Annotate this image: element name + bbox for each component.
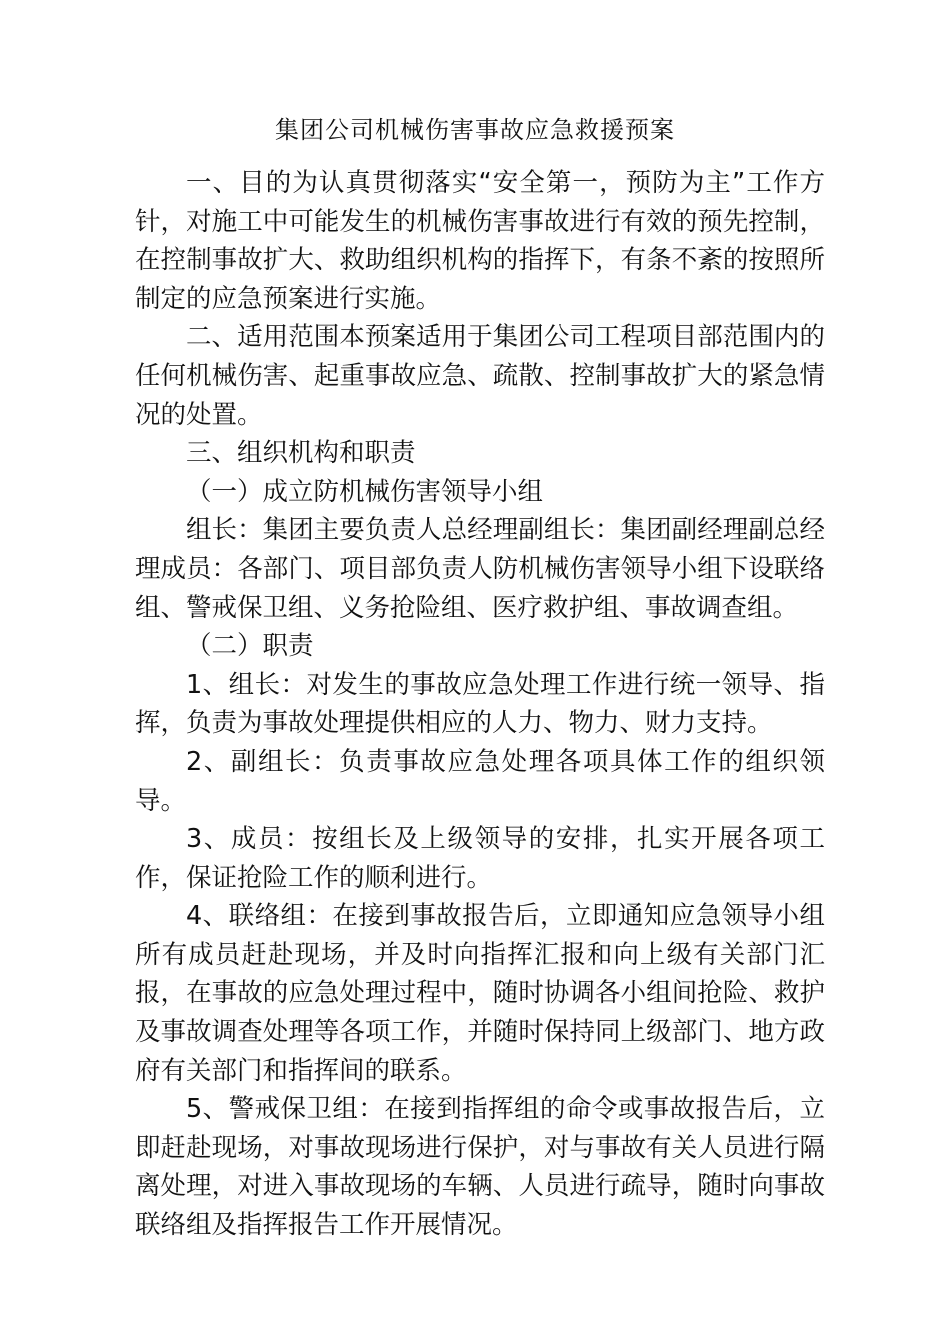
paragraph-members: 组长：集团主要负责人总经理副组长：集团副经理副总经理成员：各部门、项目部负责人防机械伤害领导小组下设联络组、警戒保卫组、义务抢险组、医疗救护组、事故调查组。	[135, 515, 825, 623]
document-body	[135, 164, 825, 1245]
heading-duties: （二）职责	[186, 631, 314, 662]
heading-leadership-group: （一）成立防机械伤害领导小组	[186, 476, 544, 507]
paragraph-purpose: 一、目的为认真贯彻落实“安全第一，预防为主”工作方针，对施工中可能发生的机械伤害事故进行有效的预先控制，在控制事故扩大、救助组织机构的指挥下，有条不紊的按照所制定的应急预案进行实施。	[135, 168, 825, 314]
paragraph-duty-members: 3、成员：按组长及上级领导的安排，扎实开展各项工作，保证抢险工作的顺利进行。	[135, 824, 825, 893]
paragraph-duty-security: 5、警戒保卫组：在接到指挥组的命令或事故报告后，立即赶赴现场，对事故现场进行保护，对与事故有关人员进行隔离处理，对进入事故现场的车辆、人员进行疏导，随时向事故联络组及指挥报告工作开展情况。	[135, 1094, 825, 1241]
heading-organization: 三、组织机构和职责	[186, 438, 416, 469]
paragraph-duty-deputy: 2、副组长：负责事故应急处理各项具体工作的组织领导。	[135, 746, 825, 816]
paragraph-duty-liaison: 4、联络组：在接到事故报告后，立即通知应急领导小组所有成员赶赴现场，并及时向指挥汇报和向上级有关部门汇报，在事故的应急处理过程中，随时协调各小组间抢险、救护及事故调查处理等各项工作，并随时保持同上级部门、地方政府有关部门和指挥间的联系。	[135, 901, 825, 1086]
document-title: 集团公司机械伤害事故应急救援预案	[275, 116, 675, 144]
paragraph-scope: 二、适用范围本预案适用于集团公司工程项目部范围内的任何机械伤害、起重事故应急、疏散、控制事故扩大的紧急情况的处置。	[135, 322, 825, 430]
paragraph-duty-leader: 1、组长：对发生的事故应急处理工作进行统一领导、指挥，负责为事故处理提供相应的人力、物力、财力支持。	[135, 669, 825, 739]
